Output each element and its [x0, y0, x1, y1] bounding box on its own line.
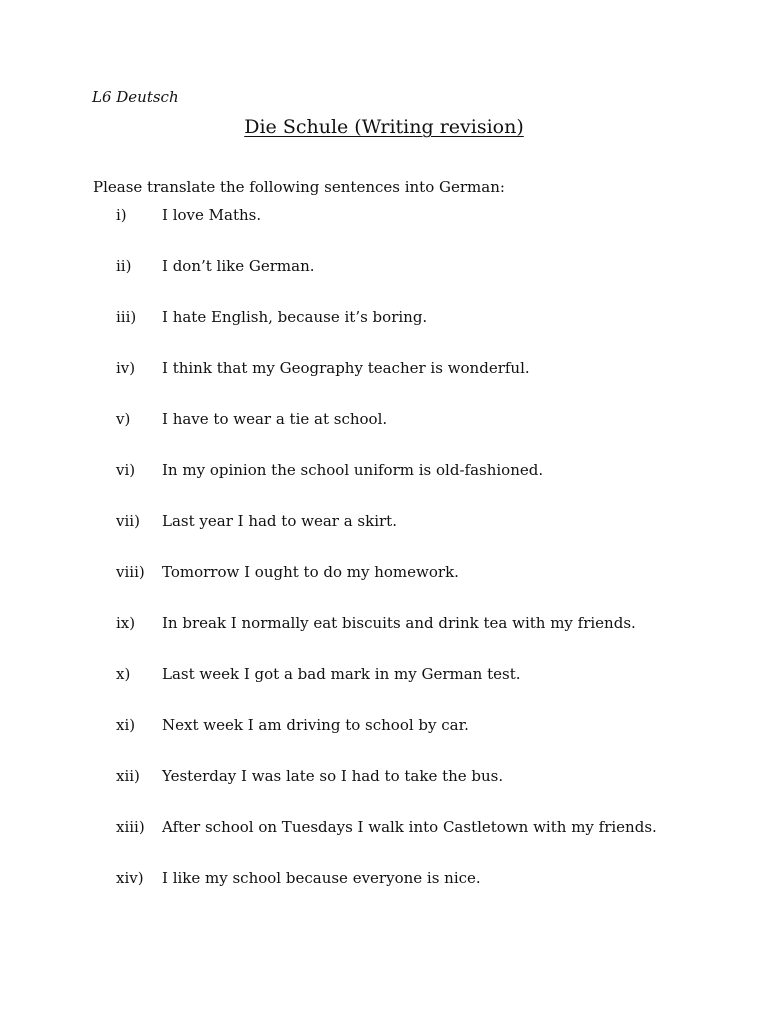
sentence-text: Last year I had to wear a skirt.: [162, 512, 397, 530]
sentence-number: xiv): [116, 869, 144, 887]
course-label: L6 Deutsch: [92, 88, 179, 106]
instruction-text: Please translate the following sentences into German:: [93, 178, 505, 196]
sentence-number: viii): [116, 563, 145, 581]
sentence-number: iv): [116, 359, 136, 377]
sentence-item-3: [0, 307, 768, 329]
sentence-item-7: [0, 511, 768, 533]
sentence-item-4: [0, 358, 768, 380]
sentence-item-14: [0, 868, 768, 890]
sentence-number: i): [116, 206, 127, 224]
sentence-text: In my opinion the school uniform is old-fashioned.: [162, 461, 544, 479]
sentence-item-8: [0, 562, 768, 584]
sentence-text: I hate English, because it’s boring.: [162, 308, 428, 326]
sentence-text: I love Maths.: [162, 206, 262, 224]
sentence-number: v): [116, 410, 131, 428]
sentence-item-2: [0, 256, 768, 278]
sentence-number: ii): [116, 257, 132, 275]
sentence-item-12: [0, 766, 768, 788]
sentence-item-5: [0, 409, 768, 431]
sentence-text: Last week I got a bad mark in my German test.: [162, 665, 521, 683]
sentence-item-11: [0, 715, 768, 737]
sentence-number: ix): [116, 614, 136, 632]
sentence-text: I like my school because everyone is nice.: [162, 869, 481, 887]
sentence-number: vi): [116, 461, 136, 479]
sentence-text: Next week I am driving to school by car.: [162, 716, 469, 734]
sentence-text: Tomorrow I ought to do my homework.: [162, 563, 459, 581]
sentence-text: Yesterday I was late so I had to take the bus.: [162, 767, 504, 785]
sentence-number: iii): [116, 308, 137, 326]
sentence-number: xi): [116, 716, 136, 734]
sentence-number: xiii): [116, 818, 145, 836]
sentence-number: vii): [116, 512, 140, 530]
sentence-item-1: [0, 205, 768, 227]
sentence-text: I have to wear a tie at school.: [162, 410, 388, 428]
sentence-item-6: [0, 460, 768, 482]
sentence-text: I think that my Geography teacher is wonderful.: [162, 359, 530, 377]
page-title-text: Die Schule (Writing revision): [244, 116, 524, 138]
sentence-text: After school on Tuesdays I walk into Castletown with my friends.: [162, 818, 657, 836]
sentence-item-9: [0, 613, 768, 635]
sentence-number: xii): [116, 767, 140, 785]
sentence-text: In break I normally eat biscuits and drink tea with my friends.: [162, 614, 636, 632]
sentence-text: I don’t like German.: [162, 257, 315, 275]
sentence-item-10: [0, 664, 768, 686]
sentence-item-13: [0, 817, 768, 839]
sentence-number: x): [116, 665, 131, 683]
